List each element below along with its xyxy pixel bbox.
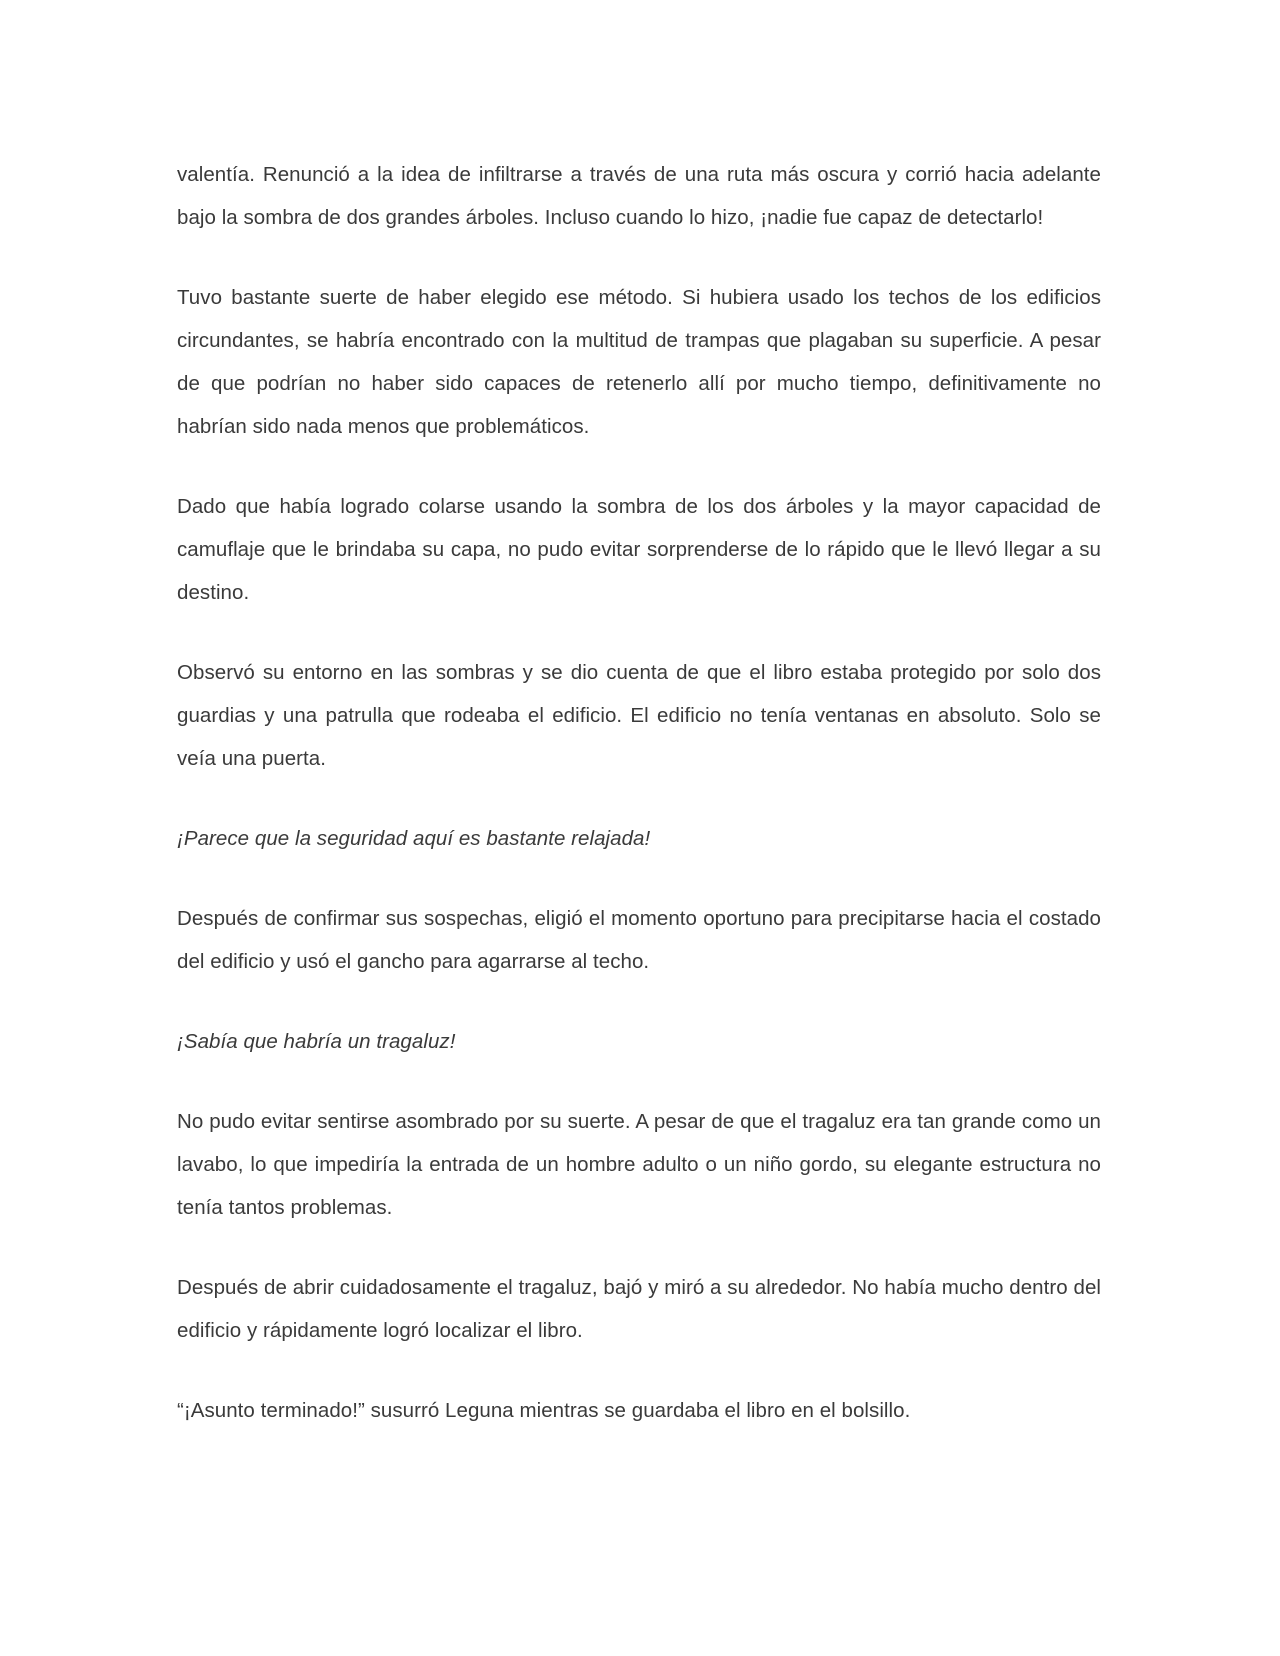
paragraph-6: Después de confirmar sus sospechas, eligió el momento oportuno para precipitarse hacia el costado del edificio y usó el gancho para agarrarse al techo. xyxy=(177,907,1101,973)
paragraph-3: Dado que había logrado colarse usando la sombra de los dos árboles y la mayor capacidad de camuflaje que le brindaba su capa, no pudo evitar sorprenderse de lo rápido que le llevó llegar a su destino. xyxy=(177,495,1101,604)
paragraph-4: Observó su entorno en las sombras y se dio cuenta de que el libro estaba protegido por solo dos guardias y una patrulla que rodeaba el edificio. El edificio no tenía ventanas en absoluto. Solo se veía una puerta. xyxy=(177,661,1101,770)
paragraph-10-dialogue: “¡Asunto terminado!” susurró Leguna mientras se guardaba el libro en el bolsillo. xyxy=(177,1399,911,1422)
paragraph-1: valentía. Renunció a la idea de infiltrarse a través de una ruta más oscura y corrió hacia adelante bajo la sombra de dos grandes árboles. Incluso cuando lo hizo, ¡nadie fue capaz de detectarlo! xyxy=(177,163,1101,229)
paragraph-9: Después de abrir cuidadosamente el tragaluz, bajó y miró a su alrededor. No había mucho dentro del edificio y rápidamente logró localizar el libro. xyxy=(177,1276,1101,1342)
body-text xyxy=(177,153,1101,1469)
paragraph-5-thought: ¡Parece que la seguridad aquí es bastante relajada! xyxy=(177,827,651,850)
paragraph-7-thought: ¡Sabía que habría un tragaluz! xyxy=(177,1030,456,1053)
paragraph-8: No pudo evitar sentirse asombrado por su suerte. A pesar de que el tragaluz era tan grande como un lavabo, lo que impediría la entrada de un hombre adulto o un niño gordo, su elegante estructura no tenía tantos problemas. xyxy=(177,1110,1101,1219)
paragraph-2: Tuvo bastante suerte de haber elegido ese método. Si hubiera usado los techos de los edificios circundantes, se habría encontrado con la multitud de trampas que plagaban su superficie. A pesar de que podrían no haber sido capaces de retenerlo allí por mucho tiempo, definitivamente no habrían sido nada menos que problemáticos. xyxy=(177,286,1101,438)
